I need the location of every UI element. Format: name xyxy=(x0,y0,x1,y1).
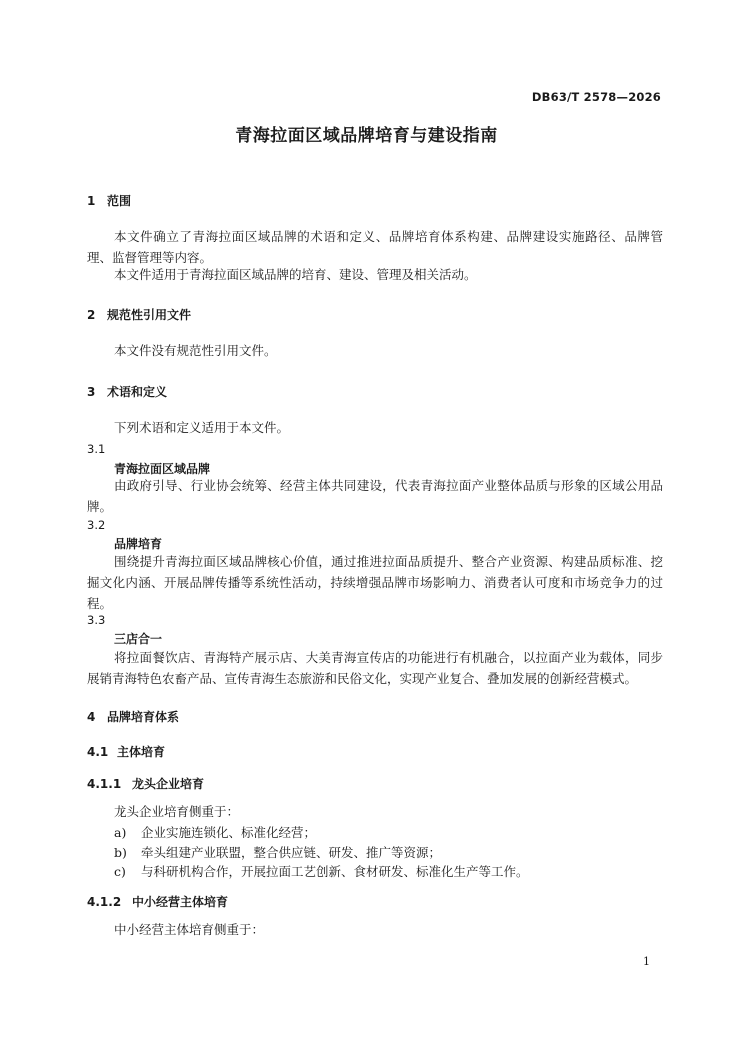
list-item xyxy=(114,843,441,861)
section-3-intro: 下列术语和定义适用于本文件。 xyxy=(114,420,290,435)
subsection-4-1-2-intro: 中小经营主体培育侧重于： xyxy=(114,922,265,937)
subsection-title: 主体培育 xyxy=(117,745,166,759)
list-item xyxy=(114,823,316,841)
standard-code: DB63/T 2578—2026 xyxy=(531,90,661,104)
subsection-4-1-2-heading xyxy=(87,893,228,910)
term-name: 青海拉面区域品牌 xyxy=(114,462,211,476)
subsection-number: 4.1 xyxy=(87,745,109,759)
section-1-paragraph-1: 本文件确立了青海拉面区域品牌的术语和定义、品牌培育体系构建、品牌建设实施路径、品牌管理、监督管理等内容。 xyxy=(87,229,663,265)
section-number: 1 xyxy=(87,194,96,208)
list-item-text: 与科研机构合作，开展拉面工艺创新、食材研发、标准化生产等工作。 xyxy=(141,864,529,879)
term-name: 三店合一 xyxy=(114,632,163,646)
section-number: 2 xyxy=(87,308,96,322)
section-number: 4 xyxy=(87,710,96,724)
term-number: 3.3 xyxy=(87,613,106,627)
section-number: 3 xyxy=(87,385,96,399)
term-definition: 围绕提升青海拉面区域品牌核心价值，通过推进拉面品质提升、整合产业资源、构建品质标准、挖掘文化内涵、开展品牌传播等系统性活动，持续增强品牌市场影响力、消费者认可度和市场竞争力的过程。 xyxy=(87,554,663,611)
subsection-title: 龙头企业培育 xyxy=(132,777,205,791)
term-name: 品牌培育 xyxy=(114,537,163,551)
term-number: 3.1 xyxy=(87,442,106,456)
list-marker: c) xyxy=(114,864,126,879)
list-marker: a) xyxy=(114,825,127,840)
section-3-heading xyxy=(87,383,167,400)
document-title: 青海拉面区域品牌培育与建设指南 xyxy=(235,126,498,146)
subsection-number: 4.1.2 xyxy=(87,895,122,909)
section-title: 范围 xyxy=(107,194,132,208)
subsection-number: 4.1.1 xyxy=(87,777,122,791)
subsection-4-1-1-intro: 龙头企业培育侧重于： xyxy=(114,804,240,819)
list-item xyxy=(114,862,529,880)
list-item-text: 牵头组建产业联盟，整合供应链、研发、推广等资源； xyxy=(141,845,442,860)
list-marker: b) xyxy=(114,845,127,860)
section-4-heading xyxy=(87,708,179,725)
section-title: 术语和定义 xyxy=(107,385,168,399)
section-2-paragraph-1: 本文件没有规范性引用文件。 xyxy=(114,343,277,358)
list-item-text: 企业实施连锁化、标准化经营； xyxy=(141,825,317,840)
section-2-heading xyxy=(87,306,191,323)
term-number: 3.2 xyxy=(87,518,106,532)
page-number: 1 xyxy=(643,955,650,968)
section-title: 规范性引用文件 xyxy=(107,308,192,322)
section-1-heading xyxy=(87,192,131,209)
term-definition: 将拉面餐饮店、青海特产展示店、大美青海宣传店的功能进行有机融合，以拉面产业为载体，同步展销青海特色农畜产品、宣传青海生态旅游和民俗文化，实现产业复合、叠加发展的创新经营模式。 xyxy=(87,650,663,686)
subsection-title: 中小经营主体培育 xyxy=(132,895,229,909)
section-title: 品牌培育体系 xyxy=(107,710,180,724)
term-definition: 由政府引导、行业协会统筹、经营主体共同建设，代表青海拉面产业整体品质与形象的区域公用品牌。 xyxy=(87,478,663,514)
subsection-4-1-1-heading xyxy=(87,775,204,792)
subsection-4-1-heading xyxy=(87,743,165,760)
section-1-paragraph-2: 本文件适用于青海拉面区域品牌的培育、建设、管理及相关活动。 xyxy=(114,267,477,282)
